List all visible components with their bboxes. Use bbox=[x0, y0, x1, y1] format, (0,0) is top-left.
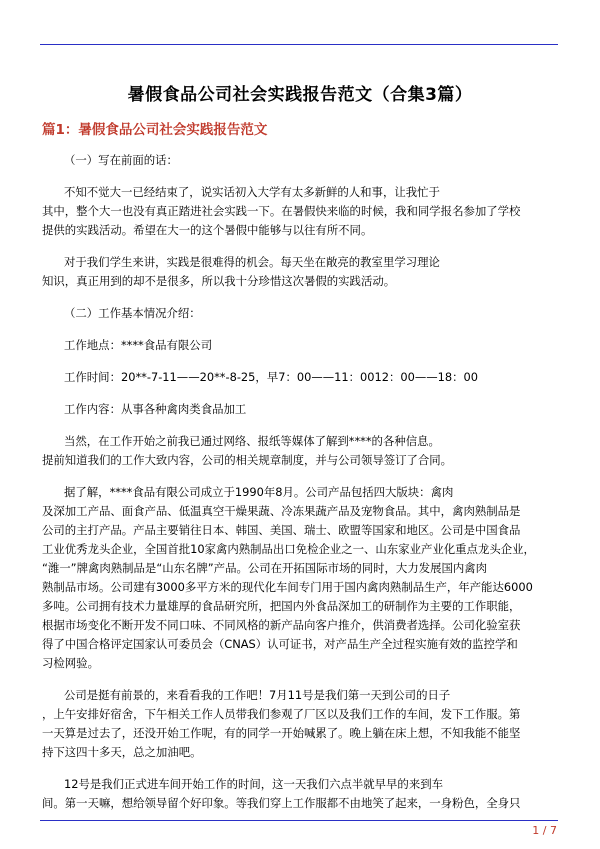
paragraph bbox=[42, 368, 562, 387]
paragraph-line: 一天算是过去了，还没开始工作呢，有的同学一开始喊累了。晚上躺在床上想，不知我能不能坚 bbox=[42, 726, 521, 740]
document-body bbox=[42, 151, 562, 826]
paragraph-line: 得了中国合格评定国家认可委员会（CNAS）认可证书，对产品生产全过程实施有效的监控学和 bbox=[42, 637, 518, 651]
paragraph bbox=[42, 304, 562, 323]
paragraph-line: 当然，在工作开始之前我已通过网络、报纸等媒体了解到****的各种信息。 bbox=[64, 434, 440, 448]
paragraph bbox=[42, 336, 562, 355]
paragraph-line: 公司的主打产品。产品主要销往日本、韩国、美国、瑞士、欧盟等国家和地区。公司是中国食品 bbox=[42, 523, 521, 537]
paragraph-line: 据了解，****食品有限公司成立于1990年8月。公司产品包括四大版块：禽肉 bbox=[64, 485, 454, 499]
header-rule bbox=[40, 44, 558, 45]
paragraph-line: 多吨。公司拥有技术力量雄厚的食品研究所，把国内外食品深加工的研制作为主要的工作职能， bbox=[42, 599, 521, 613]
paragraph-line: 习检网验。 bbox=[42, 656, 99, 670]
paragraph-line: 对于我们学生来讲，实践是很难得的机会。每天坐在敞亮的教室里学习理论 bbox=[64, 255, 440, 269]
footer-rule bbox=[40, 820, 558, 821]
paragraph-line: 提供的实践活动。希望在大一的这个暑假中能够与以往有所不同。 bbox=[42, 223, 373, 237]
paragraph-line: （二）工作基本情况介绍： bbox=[64, 306, 201, 320]
paragraph-line: 其中，整个大一也没有真正踏进社会实践一下。在暑假快来临的时候，我和同学报名参加了学校 bbox=[42, 204, 521, 218]
paragraph-line: 及深加工产品、面食产品、低温真空干燥果蔬、冷冻果蔬产品及宠物食品。其中，禽肉熟制品是 bbox=[42, 504, 521, 518]
page-number: 1 / 7 bbox=[532, 824, 557, 837]
paragraph bbox=[42, 775, 562, 813]
paragraph-line: 工业优秀龙头企业，全国首批10家禽内熟制品出口免检企业之一、山东家业产业化重点龙头企业， bbox=[42, 542, 535, 556]
section-title: 篇1：暑假食品公司社会实践报告范文 bbox=[42, 122, 268, 138]
paragraph bbox=[42, 432, 562, 470]
paragraph-line: （一）写在前面的话： bbox=[64, 153, 178, 167]
document-title: 暑假食品公司社会实践报告范文（合集3篇） bbox=[127, 85, 473, 105]
paragraph bbox=[42, 400, 562, 419]
paragraph-line: 不知不觉大一已经结束了，说实话初入大学有太多新鲜的人和事，让我忙于 bbox=[64, 185, 440, 199]
paragraph-line: ，上午安排好宿舍，下午相关工作人员带我们参观了厂区以及我们工作的车间，发下工作服。第 bbox=[42, 707, 521, 721]
paragraph-line: 知识，真正用到的却不是很多，所以我十分珍惜这次暑假的实践活动。 bbox=[42, 274, 396, 288]
paragraph bbox=[42, 253, 562, 291]
paragraph-line: 熟制品市场。公司建有3000多平方米的现代化车间专门用于国内禽肉熟制品生产，年产能达6000 bbox=[42, 580, 533, 594]
paragraph-line: 提前知道我们的工作大致内容，公司的相关规章制度，并与公司领导签订了合同。 bbox=[42, 453, 453, 467]
paragraph-line: “潍一”牌禽肉熟制品是“山东名牌”产品。公司在开拓国际市场的同时，大力发展国内禽肉 bbox=[42, 561, 488, 575]
paragraph-line: 工作内容：从事各种禽肉类食品加工 bbox=[64, 402, 247, 416]
paragraph-line: 公司是挺有前景的，来看看我的工作吧！7月11号是我们第一天到公司的日子 bbox=[64, 688, 451, 702]
paragraph bbox=[42, 183, 562, 240]
paragraph bbox=[42, 686, 562, 762]
paragraph-line: 间。第一天嘛，想给领导留个好印象。等我们穿上工作服都不由地笑了起来，一身粉色，全身只 bbox=[42, 796, 521, 810]
paragraph-line: 12号是我们正式进车间开始工作的时间，这一天我们六点半就早早的来到车 bbox=[64, 777, 443, 791]
paragraph bbox=[42, 483, 562, 673]
paragraph bbox=[42, 151, 562, 170]
paragraph-line: 根据市场变化不断开发不同口味、不同风格的新产品向客户推介，供消费者选择。公司化验室获 bbox=[42, 618, 521, 632]
paragraph-line: 工作地点：****食品有限公司 bbox=[64, 338, 213, 352]
paragraph-line: 持下这四十多天，总之加油吧。 bbox=[42, 745, 202, 759]
paragraph-line: 工作时间：20**-7-11——20**-8-25，早7：00——11：0012：00——18：00 bbox=[64, 370, 479, 384]
